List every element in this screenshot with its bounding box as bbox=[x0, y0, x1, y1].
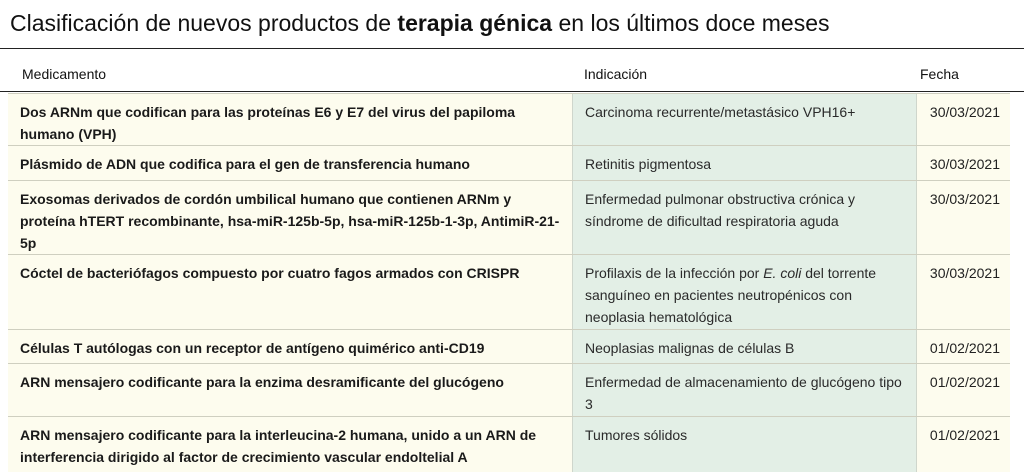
cell-medicamento: ARN mensajero codificante para la enzima desramificante del glucógeno bbox=[8, 364, 572, 416]
cell-indicacion: Carcinoma recurrente/metastásico VPH16+ bbox=[572, 94, 917, 145]
cell-indicacion: Enfermedad de almacenamiento de glucógeno tipo 3 bbox=[572, 364, 917, 416]
title-text: Clasificación de nuevos productos de bbox=[10, 10, 398, 36]
cell-fecha: 30/03/2021 bbox=[917, 255, 1010, 329]
title-bold-text: terapia génica bbox=[397, 10, 553, 36]
cell-medicamento: Células T autólogas con un receptor de antígeno quimérico anti-CD19 bbox=[8, 330, 572, 363]
cell-fecha: 30/03/2021 bbox=[917, 94, 1010, 145]
cell-medicamento: ARN mensajero codificante para la interleucina-2 humana, unido a un ARN de interferencia dirigido al factor de crecimiento vascular endoltelial A bbox=[8, 417, 572, 472]
header-fecha: Fecha bbox=[920, 66, 959, 82]
cell-indicacion bbox=[572, 255, 917, 329]
indicacion-text-end: del torrente sanguíneo en pacientes neutropénicos con neoplasia hematológica bbox=[585, 265, 877, 325]
table-row bbox=[8, 145, 1010, 180]
table-row bbox=[8, 329, 1010, 363]
cell-fecha: 01/02/2021 bbox=[917, 364, 1010, 416]
table-title bbox=[10, 8, 830, 38]
cell-medicamento: Plásmido de ADN que codifica para el gen de transferencia humano bbox=[8, 146, 572, 180]
table-row bbox=[8, 416, 1010, 472]
table-row bbox=[8, 93, 1010, 145]
cell-fecha: 01/02/2021 bbox=[917, 417, 1010, 472]
cell-fecha: 30/03/2021 bbox=[917, 146, 1010, 180]
cell-indicacion: Tumores sólidos bbox=[572, 417, 917, 472]
title-rule bbox=[0, 48, 1024, 49]
indicacion-text: Profilaxis de la infección por bbox=[585, 265, 764, 281]
cell-medicamento: Dos ARNm que codifican para las proteínas E6 y E7 del virus del papiloma humano (VPH) bbox=[8, 94, 572, 145]
cell-indicacion: Retinitis pigmentosa bbox=[572, 146, 917, 180]
indicacion-italic-text: E. coli bbox=[763, 265, 802, 281]
cell-indicacion: Enfermedad pulmonar obstructiva crónica y síndrome de dificultad respiratoria aguda bbox=[572, 181, 917, 254]
header-indicacion: Indicación bbox=[584, 66, 648, 82]
table-row bbox=[8, 363, 1010, 416]
table-row bbox=[8, 254, 1010, 329]
cell-medicamento: Exosomas derivados de cordón umbilical humano que contienen ARNm y proteína hTERT recombinante, hsa-miR-125b-5p, hsa-miR-125b-1-3p, AntimiR-21-5p bbox=[8, 181, 572, 254]
header-medicamento: Medicamento bbox=[22, 66, 107, 82]
table-row bbox=[8, 180, 1010, 254]
header-rule bbox=[0, 91, 1024, 92]
title-text-end: en los últimos doce meses bbox=[552, 10, 830, 36]
cell-indicacion: Neoplasias malignas de células B bbox=[572, 330, 917, 363]
cell-fecha: 01/02/2021 bbox=[917, 330, 1010, 363]
cell-fecha: 30/03/2021 bbox=[917, 181, 1010, 254]
cell-medicamento: Cóctel de bacteriófagos compuesto por cuatro fagos armados con CRISPR bbox=[8, 255, 572, 329]
